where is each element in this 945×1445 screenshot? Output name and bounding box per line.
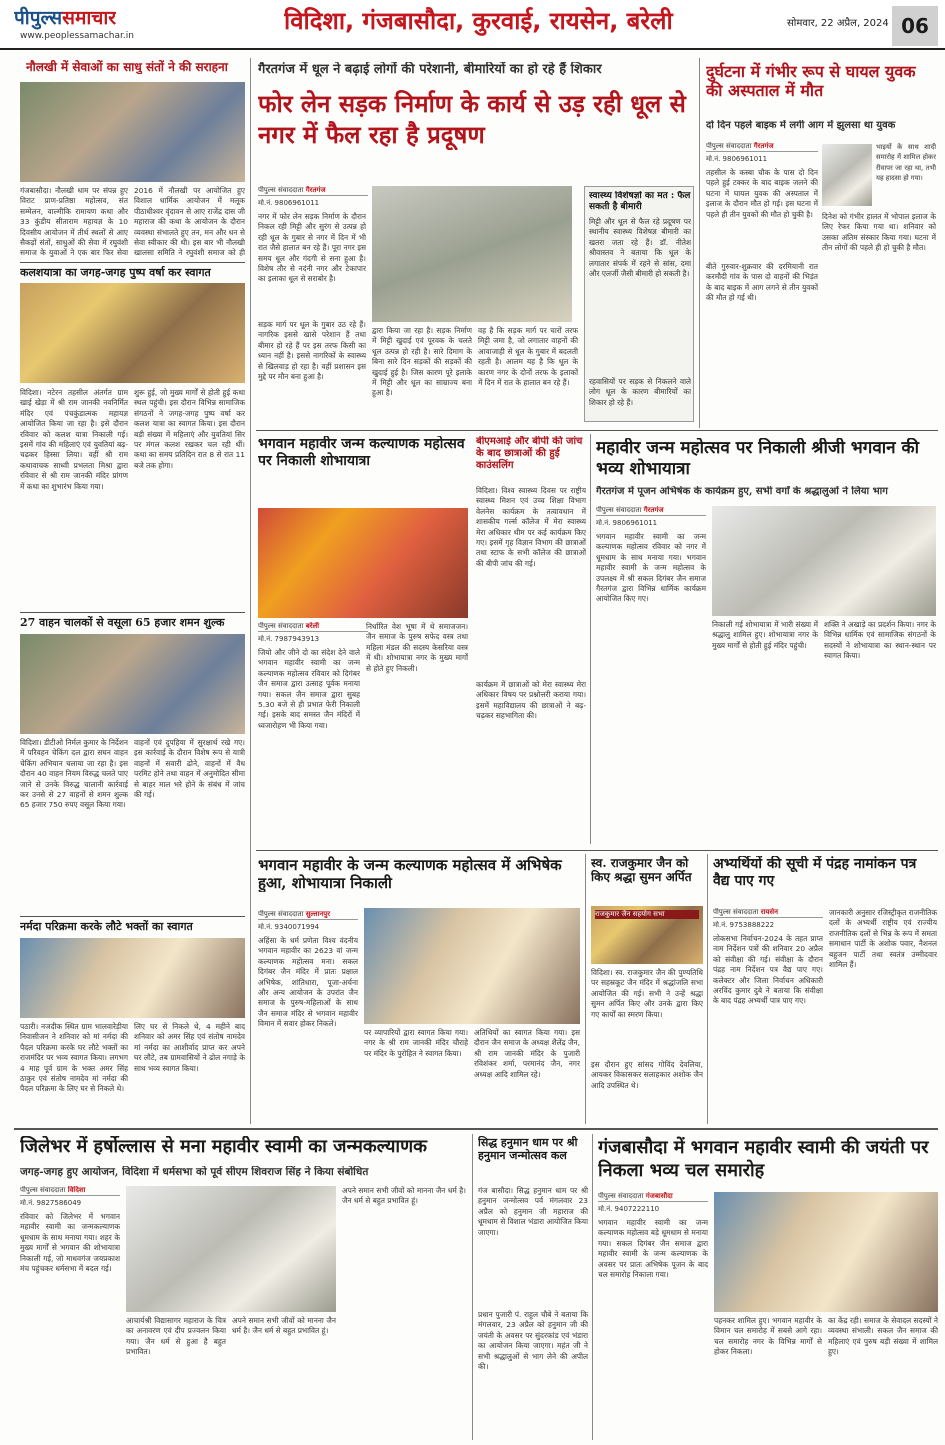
a11-photo [591, 906, 703, 964]
a15-byline: पीपुल्स संवाददाता गंजबासौदा [598, 1192, 708, 1202]
a6-mobile: मो.नं. 9806961011 [706, 155, 768, 163]
a12-headline: अभ्यर्थियों की सूची में पंद्रह नामांकन पत्र वैद्य पाए गए [713, 856, 917, 889]
a10-body-3: अतिथियों का स्वागत किया गया। इस दौरान जैन समाज के अध्यक्ष शैलेंद्र जैन, श्री राम जानकी मंदिर के पुजारी रविशंकर शर्मा, परमानंद जैन, नगर अध्यक्ष आदि शामिल रहे। [474, 1028, 580, 1079]
a3-headline: 27 वाहन चालकों से वसूला 65 हजार शमन शुल्क [20, 616, 225, 629]
column-divider [592, 1134, 593, 1440]
a9-body-3: शक्ति ने अखाड़े का प्रदर्शन किया। नगर के विभिन्न धार्मिक एवं सामाजिक संगठनों के सदस्यों ने शोभायात्रा का स्थान-स्थान पर स्वागत किया। [824, 620, 936, 661]
a15-body: भगवान महावीर स्वामी का जन्म कल्याणक महोत्सव बड़े धूमधाम से मनाया गया। सकल दिगंबर जैन समाज द्वारा महावीर स्वामी के जन्म कल्याणक के अवसर पर प्रातः अभिषेक पूजन के बाद चल समारोह निकाला गया। [598, 1218, 708, 1280]
a15-body-2: पहनकर शामिल हुए। भगवान महावीर के विमान चल समारोह में सबसे आगे रहा। चल समारोह नगर के विभिन्न मार्गों से होकर निकला। [714, 1316, 822, 1357]
a5-body-4: वह है कि सड़क मार्ग पर चारों तरफ मिट्टी जमा है, जो लगातार वाहनों की आवाजाही से धूल के गुबार में बदलती रहती है। आलम यह है कि धूल के कारण नगर के दोनों तरफ के इलाकों में दिन में रात के हालात बन रहे हैं। [478, 326, 578, 388]
a5-photo-dust [372, 186, 572, 322]
a2-body-2: शुरू हुई, जो मुख्य मार्गों से होती हुई कथा स्थल पहुंची। इस दौरान विभिन्न सामाजिक संगठनों ने जगह-जगह पुष्प वर्षा कर कलश यात्रा का स्वागत किया। इस दौरान बड़ी संख्या में महिलाएं और युवतियां सिर पर मंगल कलश रखकर चल रही थीं। कथा का समय प्रतिदिन रात 8 से रात 11 बजे तक होगा। [134, 388, 245, 470]
a11-headline: स्व. राजकुमार जैन को किए श्रद्धा सुमन अर्पित [591, 856, 692, 885]
a8-body-2: कार्यक्रम में छात्राओं को मेरा स्वास्थ्य मेरा अधिकार विषय पर प्रश्नोत्तरी कराया गया। इसमें महाविद्यालय की छात्राओं ने बढ़-चढ़कर सहभागिता की। [476, 680, 586, 721]
a4-photo [20, 938, 245, 1018]
a12-body: लोकसभा निर्वाचन-2024 के तहत प्राप्त नाम निर्देशन पत्रों की शनिवार 20 अप्रैल को संवीक्षा की गई। संवीक्षा के दौरान पंद्रह नाम निर्देशन पत्र वैद्य पाए गए। कलेक्टर और जिला निर्वाचन अधिकारी अरविंद कुमार दुबे ने बताया कि संवीक्षा के बाद पंद्रह अभ्यर्थी पात्र पाए गए। [713, 934, 823, 1006]
a5-headline: फोर लेन सड़क निर्माण के कार्य से उड़ रही धूल से नगर में फैल रहा है प्रदूषण [258, 89, 686, 150]
a12-body-2: जानकारी अनुसार रजिस्ट्रीकृत राजनीतिक दलों के अभ्यर्थी राष्ट्रीय एवं राज्यीय राजनीतिक दलों से भिन्न के रूप में समता समाधान पार्टी के अशोक पवार, नैशनल बहुजन पार्टी तथा स्वतंत्र उम्मीदवार शामिल हैं। [829, 908, 937, 970]
divider [256, 850, 938, 851]
a11-banner-text: राजकुमार जैन सहयोग सभा [595, 910, 699, 919]
newspaper-logo[interactable]: पीपुल्ससमाचार [14, 7, 117, 29]
a5-body-2: सड़क मार्ग पर धूल के गुबार उठ रहे हैं। नागरिक इससे खासे परेशान हैं तथा बीमार हो रहे हैं पर इस तरफ किसी का ध्यान नहीं है। इससे नागरिकों के स्वास्थ्य से खिलवाड़ हो रहा है। वहीं प्रशासन इस मुद्दे पर मौन बना हुआ है। [258, 320, 366, 382]
a3-body: विदिशा। डीटीओ निर्मल कुमार के निर्देशन में परिवहन चेकिंग दल द्वारा सघन वाहन चेकिंग अभियान चलाया जा रहा है। इस दौरान 40 वाहन नियम विरुद्ध चलते पाए जाने से उनके विरुद्ध चालानी कार्रवाई कर उनसे से 27 वाहनों से शमन शुल्क 65 हजार 750 रुपए वसूल किया गया। [20, 738, 128, 810]
a10-body-2: पर व्यापारियों द्वारा स्वागत किया गया। नगर के श्री राम जानकी मंदिर चौराहे पर मंदिर के पुरोहित ने स्वागत किया। [364, 1028, 468, 1058]
a8-headline: बीएमआई और बीपी की जांच के बाद छात्राओं की हुई काउंसलिंग [476, 436, 583, 471]
a14-body: गंज बासौदा। सिद्ध हनुमान धाम पर श्री हनुमान जन्मोत्सव पर्व मंगलवार 23 अप्रैल को हनुमान जी महाराज की धूमधाम से विशाल भंडारा आयोजित किया जाएगा। [478, 1186, 588, 1237]
a5-body-3: द्वारा किया जा रहा है। सड़क निर्माण में मिट्टी खुदाई एवं पूरवक के चलते धूल उत्पन्न हो रही है। सारे दिमाग के बिना सारे दिन सड़कों की सड़कों की खुदाई हुई है। जिस कारण पूरे इलाके में मिट्टी और धूल का साम्राज्य बना हुआ है। [372, 326, 472, 398]
a1-photo [20, 82, 245, 182]
a2-photo [20, 283, 245, 383]
a7-body: जियो और जीने दो का संदेश देने वाले भगवान महावीर स्वामी का जन्म कल्याणक महोत्सव रविवार को दिगंबर जैन समाज द्वारा उत्साह पूर्वक मनाया गया। सकल जैन समाज द्वारा सुबह 5.30 बजे से ही प्रभात फेरी निकाली गई। इसके बाद समस्त जैन मंदिरों में ध्वजारोहण भी किया गया। [258, 648, 360, 730]
column-divider [585, 854, 586, 1124]
a3-photo [20, 634, 245, 734]
column-divider [699, 58, 700, 428]
a1-body-2: 2016 में नौलखी पर आयोजित हुए विशाल धार्मिक आयोजन में मलूक पीठाधीश्वर वृंदावन से आए राजेंद्र दास जी महाराज की कथा के आयोजन के दौरान व्यवस्था संभालते हुए तन, मन और धन से सेवा स्वीकार की थी। इस बार भी नौलखी खालसा समिति ने रघुवंशी समाज को ही [134, 186, 245, 258]
a7-body-2: निर्धारित वेश भूषा में थे समाजजन। जैन समाज के पुरुष सफेद वस्त्र तथा महिला मंडल की सदस्य केसरिया वस्त्र में थी। शोभायात्रा नगर के मुख्य मार्गों से होते हुए निकली। [366, 622, 468, 673]
a9-headline: महावीर जन्म महोत्सव पर निकाली श्रीजी भगवान की भव्य शोभायात्रा [596, 438, 919, 480]
masthead [0, 0, 945, 50]
a13-body: रविवार को जिलेभर में भगवान महावीर स्वामी का जन्मकल्याणक धूमधाम के साथ मनाया गया। शहर के मुख्य मार्गों से भगवान की शोभायात्रा निकाली गई, जो माधवगंज जयप्रकाश मंच पहुंचकर धर्मसभा में बदल गई। [20, 1212, 120, 1274]
a14-body-2: प्रधान पुजारी पं. राहुल चौबे ने बताया कि मंगलवार, 23 अप्रैल को हनुमान जी की जयंती के अवसर पर सुंदरकांड एवं भंडारा का आयोजन किया जाएगा। महंत जी ने सभी श्रद्धालुओं से भाग लेने की अपील की। [478, 1310, 588, 1372]
a9-mobile: मो.नं. 9806961011 [596, 519, 658, 527]
a8-body: विदिशा। विश्व स्वास्थ्य दिवस पर राष्ट्रीय स्वास्थ्य मिशन एवं उच्च शिक्षा विभाग वेलनेस कार्यक्रम के तत्वावधान में शासकीय गर्ल्स कॉलेज में मेरा स्वास्थ्य मेरा अधिकार थीम पर कई कार्यक्रम किए गए। इसमें गृह विज्ञान विभाग की छात्राओं तथा स्टाफ के सभी कॉलेज की छात्राओं की बीपी जांच की गई। [476, 486, 586, 568]
a5-sidebar-title: स्वास्थ्य विशेषज्ञों का मत : फैल सकती है बीमारी [589, 191, 691, 212]
a5-sidebar-body: मिट्टी और धूल से फैल रहे प्रदूषण पर स्थानीय स्वास्थ्य विशेषज्ञ बीमारी का खतरा जता रहे हैं। डॉ. नीतेश श्रीवास्तव ने बताया कि धूल के लगातार संपर्क में रहने से सांस, दमा और एलर्जी जैसी बीमारी हो सकती है। [589, 217, 691, 279]
a7-photo [258, 508, 468, 618]
a5-body: नगर में फोर लेन सड़क निर्माण के दौरान निकल रही मिट्टी और सुरंग से उत्पन्न हो रही धूल के गुबार से नगर में दिन में भी रात जैसे हालात बन रहे हैं। पूरा नगर इस समय धूल और गंदगी से सना हुआ है। विशेष तौर से नदंनी नगर और टेकापार का इलाका धूल से सराबोर है। [258, 212, 366, 284]
a10-mobile: मो.नं. 9340071994 [258, 923, 320, 931]
a3-body-2: वाहनों एवं दुपहिया में सुरक्षार्थ रखे गए। इस कार्रवाई के दौरान विशेष रूप से यात्री वाहनों में सवारी ढोने, वाहनों में वैध परमिट होने तथा वाहन में अनुमोदित सीमा से बाहर माल भरे होने के संबंध में जांच की गई। [134, 738, 245, 800]
a6-byline: पीपुल्स संवाददाता गैरतगंज [706, 142, 818, 152]
a13-mobile: मो.नं. 9827586049 [20, 1199, 82, 1207]
a13-body-4: अपने समान सभी जीवों को मानना जैन धर्म है। जैन धर्म से बहुत प्रभावित हूं। [342, 1186, 466, 1206]
divider [20, 612, 245, 613]
a7-headline: भगवान महावीर जन्म कल्याणक महोत्सव पर निकाली शोभायात्रा [258, 436, 465, 469]
a13-photo [126, 1186, 336, 1312]
a2-body: विदिशा। नटेरन तहसील अंतर्गत ग्राम खाई खेड़ा में श्री राम जानकी नवनिर्मित मंदिर एवं पंचकुंडात्मक महायज्ञ आयोजित किया जा रहा है। इसे दौरान रविवार को कलश यात्रा निकाली गई। इसमें गांव की महिलाएं एवं युवतियां बढ़-चढ़कर हिस्सा लिया। वहीं श्री राम कथावाचक साध्वी प्रभलता मिश्रा द्वारा रविवार से श्री राम जानकी मंदिर प्रांगण में कथा का शुभारंभ किया गया। [20, 388, 128, 491]
a14-headline: सिद्ध हनुमान धाम पर श्री हनुमान जन्मोत्सव कल [478, 1136, 578, 1163]
a11-body-2: इस दौरान हुए सांसद गोविंद देवलिया, आयकर विकासकर सलाहकार अशोक जैन आदि उपस्थित थे। [591, 1060, 703, 1090]
a4-body-2: लिए घर से निकले थे, 4 महीने बाद शनिवार को अमर सिंह एवं संतोष नामदेव मां नर्मदा का आशीर्वाद प्राप्त कर अपने घर लौटे, तब ग्रामवासियों ने ढोल नगाड़े के साथ भव्य स्वागत किया। [134, 1022, 245, 1073]
a13-body-3: अपने समान सभी जीवों को मानना जैन धर्म है। जैन धर्म से बहुत प्रभावित हूं। [232, 1316, 336, 1336]
a9-subtitle: गैरतगंज में पूजन अभिषेक के कार्यक्रम हुए, सभी वर्गों के श्रद्धालुओं ने लिया भाग [596, 486, 888, 497]
a15-photo [714, 1192, 938, 1312]
a13-body-2: आचार्यश्री विद्यासागर महाराज के चित्र का अनावरण एवं दीप प्रज्वलन किया गया। जैन धर्म से हुआ है बहुत प्रभावित। [126, 1316, 226, 1357]
column-divider [590, 434, 591, 844]
a13-headline: जिलेभर में हर्षोल्लास से मना महावीर स्वामी का जन्मकल्याणक [20, 1136, 427, 1157]
divider [256, 430, 938, 431]
a5-mobile: मो.नं. 9806961011 [258, 199, 320, 207]
a12-byline: पीपुल्स संवाददाता रायसेन [713, 908, 823, 918]
a5-byline: पीपुल्स संवाददाता गैरतगंज [258, 186, 368, 196]
a6-subtitle: दो दिन पहले बाइक में लगी आग में झुलसा था युवक [706, 120, 896, 131]
a5-sidebar-body-2: रहवासियों पर सड़क से निकलने वाले लोग धूल के कारण बीमारियों का शिकार हो रहे हैं। [589, 377, 691, 407]
divider [20, 916, 245, 917]
column-divider [250, 58, 251, 1124]
a11-body: विदिशा। स्व. राजकुमार जैन की पुण्यतिथि पर सहस्रकूट जैन मंदिर में श्रद्धांजलि सभा आयोजित की गई। सभी ने उन्हें श्रद्धा सुमन अर्पित किए और उनके द्वारा किए गए कार्यों का स्मरण किया। [591, 968, 703, 1019]
a10-photo [364, 908, 580, 1024]
a15-headline: गंजबासौदा में भगवान महावीर स्वामी की जयंती पर निकला भव्य चल समारोह [598, 1137, 929, 1182]
website-url[interactable]: www.peoplessamachar.in [20, 31, 134, 41]
a9-photo [712, 506, 936, 616]
page-number: 06 [892, 6, 938, 46]
a6-body-3: दिनेश को गंभीर हालत में भोपाल इलाज के लिए रेफर किया गया था। शनिवार को उसका अंतिम संस्कार किया गया। घटना में तीन लोगों की पहले ही हो चुकी है मौत। [822, 212, 936, 253]
a7-mobile: मो.नं. 7987943913 [258, 635, 320, 643]
a5-sidebar [584, 186, 694, 422]
a6-body: तहसील के कस्बा चौक के पास दो दिन पहले हुई टक्कर के बाद बाइक जलने की घटना में घायल युवक की अस्पताल में इलाज के दौरान मौत हो गई। इस घटना में पहले ही तीन युवकों की मौत हो चुकी है। [706, 168, 818, 219]
a2-headline: कलशयात्रा का जगह-जगह पुष्प वर्षा कर स्वागत [20, 266, 211, 279]
a4-headline: नर्मदा परिक्रमा करके लौटे भक्तों का स्वागत [20, 920, 193, 933]
a4-body: पठारी। नजदीक स्थित ग्राम भालवारेड़ीया निवासीजन ने शनिवार को मां नर्मदा की पैदल परिक्रमा करके घर लौटे भक्तों का राजमंदिर पर भव्य स्वागत किया। लगभग 4 माह पूर्व ग्राम के भक्त अमर सिंह ठाकुर एवं संतोष नामदेव मां नर्मदा की पैदल परिक्रमा के लिए घर से निकले थे। [20, 1022, 128, 1094]
a15-mobile: मो.नं. 9407222110 [598, 1205, 660, 1213]
divider [20, 262, 245, 263]
a7-byline: पीपुल्स संवाददाता बरेली [258, 622, 368, 632]
a13-byline: पीपुल्स संवाददाता विदिशा [20, 1186, 120, 1196]
a12-mobile: मो.नं. 9753888222 [713, 921, 775, 929]
a10-headline: भगवान महावीर के जन्म कल्याणक महोत्सव में अभिषेक हुआ, शोभायात्रा निकाली [258, 856, 562, 892]
a10-body: अहिंसा के धर्म प्रणेता विश्व वंदनीय भगवान महावीर का 2623 वां जन्म कल्याणक महोत्सव मना। सकल दिगंबर जैन मंदिर में प्रातः प्रक्षाल अभिषेक, शांतिधारा, पूजा-अर्चना और अन्य आयोजन के उपरांत जैन समाज के पुरुष-महिलाओं के साथ जैन समाज मंदिर से भगवान महावीर विमान में सवार होकर निकले। [258, 936, 358, 1029]
column-divider [707, 854, 708, 1124]
a5-kicker: गैरतगंज में धूल ने बढ़ाई लोगों की परेशानी, बीमारियों का हो रहे हैं शिकार [258, 62, 602, 77]
a1-body: गंजबासौदा। नौलखी धाम पर संपन्न हुए विराट प्राण-प्रतिष्ठा महोत्सव, संत सम्मेलन, वाल्मीकि रामायण कथा और 33 कुंडीय सीताराम महायज्ञ के 10 दिवसीय आयोजन में तीर्थ स्थलों से आए सैकड़ों संतों, साधुओं की सेवा में रघुवंशी समाज के युवाओं ने एक बार फिर सेवा [20, 186, 128, 258]
a1-headline: नौलखी में सेवाओं का साधु संतों ने की सराहना [26, 60, 228, 74]
page-title: विदिशा, गंजबासौदा, कुरवाई, रायसेन, बरेली [284, 7, 673, 35]
a10-byline: पीपुल्स संवाददाता सुल्तानपुर [258, 910, 358, 920]
a13-subtitle: जगह-जगह हुए आयोजन, विदिशा में धर्मसभा को पूर्व सीएम शिवराज सिंह ने किया संबोधित [20, 1166, 369, 1178]
a6-body-2: बीते गुरुवार-शुक्रवार की दरमियानी रात करमौदी गांव के पास दो वाहनों की भिड़ंत के बाद बाइक में आग लगने से तीन युवकों की मौत हो गई थी। [706, 262, 818, 303]
a6-caption: भाइयों के साथ शादी समारोह में शामिल होकर रीवापर जा रहा था, तभी यह हादसा हो गया। [876, 143, 936, 183]
issue-date: सोमवार, 22 अप्रैल, 2024 [787, 18, 889, 29]
a6-headline: दुर्घटना में गंभीर रूप से घायल युवक की अस्पताल में मौत [706, 62, 916, 101]
column-divider [472, 1134, 473, 1440]
a9-body: भगवान महावीर स्वामी का जन्म कल्याणक महोत्सव रविवार को नगर में धूमधाम के साथ मनाया गया। भगवान महावीर स्वामी के जन्म महोत्सव के उपलक्ष्य में श्री सकल दिगंबर जैन समाज गैरतगंज द्वारा विभिन्न धार्मिक कार्यक्रम आयोजित किए गए। [596, 532, 706, 604]
a15-body-3: का केंद्र रही। समाज के सेवादल सदस्यों ने व्यवस्था संभाली। सकल जैन समाज की महिलाएं एवं पुरुष बड़ी संख्या में शामिल हुए। [828, 1316, 938, 1357]
divider [14, 1128, 938, 1130]
a9-body-2: निकाली गई शोभायात्रा में भारी संख्या में श्रद्धालु शामिल हुए। शोभायात्रा नगर के मुख्य मार्गों से होती हुई मंदिर पहुंची। [712, 620, 818, 650]
a9-byline: पीपुल्स संवाददाता गैरतगंज [596, 506, 706, 516]
a6-portrait [822, 144, 872, 206]
